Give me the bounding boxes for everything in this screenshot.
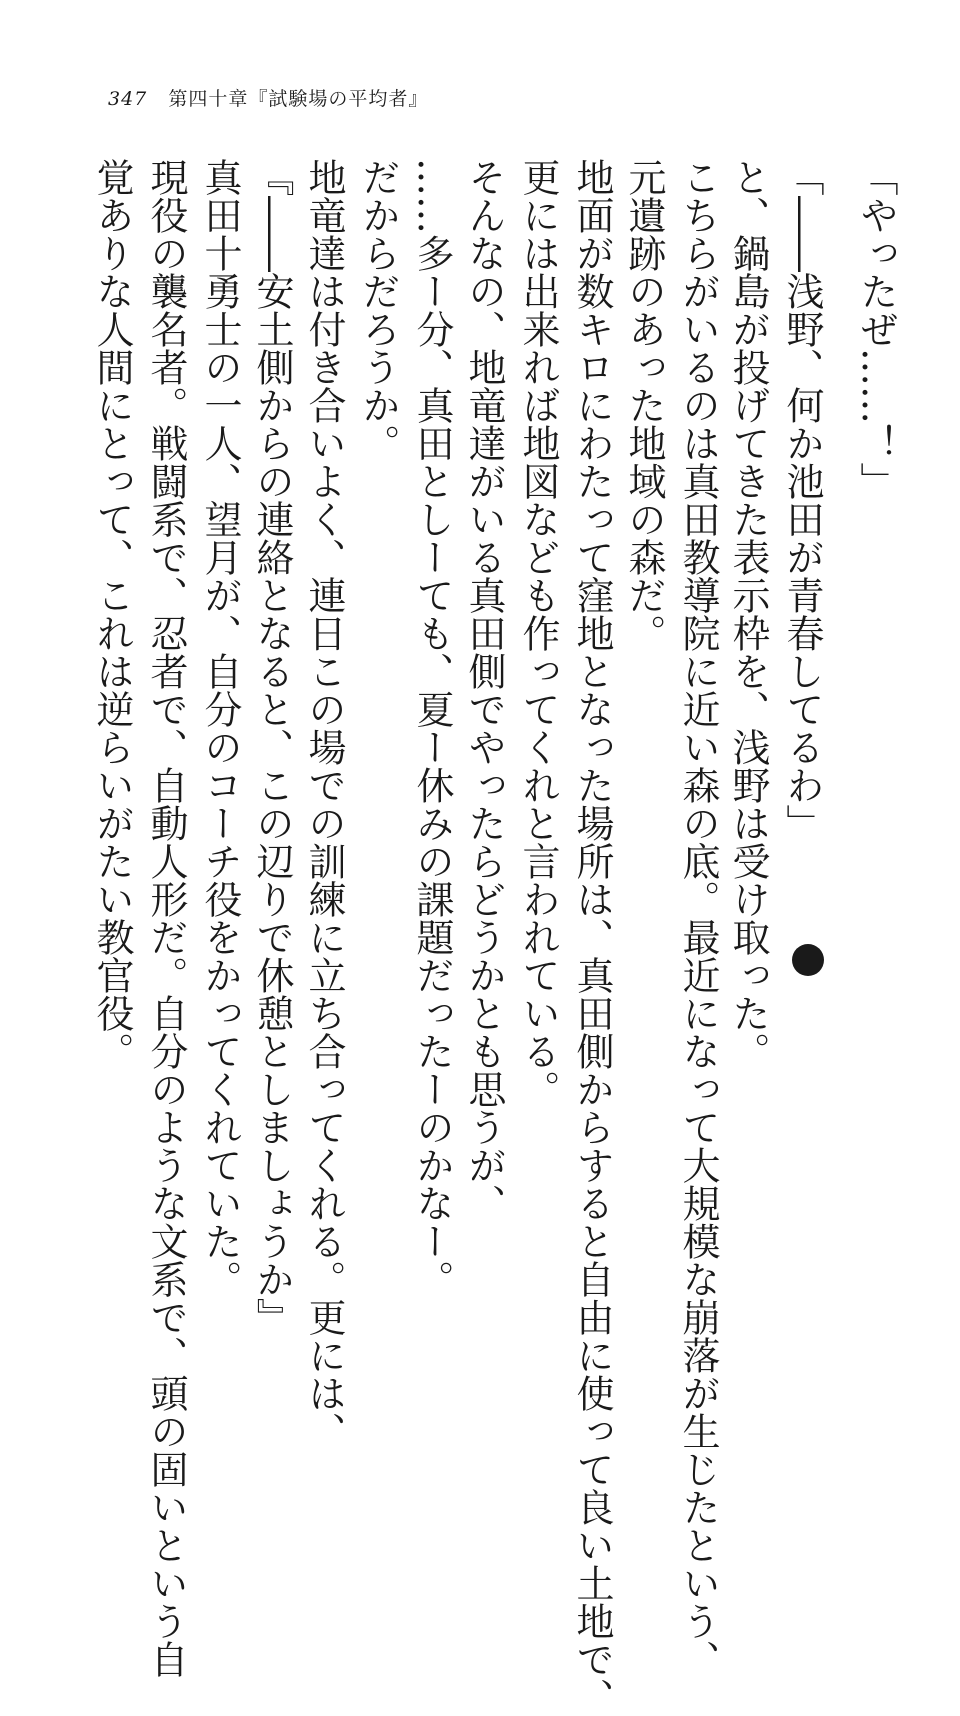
text-line: 『――安土側からの連絡となると、この辺りで休憩としましょうか』 [250,158,294,1336]
text-line: 地面が数キロにわたって窪地となった場所は、真田側からすると自由に使って良い土地で、 [570,158,614,1716]
scene-break-dot [792,944,824,976]
text-line: そんなの、地竜達がいる真田側でやったらどうかとも思うが、 [462,158,506,1222]
text-line: こちらがいるのは真田教導院に近い森の底。最近になって大規模な崩落が生じたという、 [676,158,720,1678]
running-header [108,84,428,111]
novel-body-text [82,158,900,1716]
text-line: 更には出来れば地図なども作ってくれと言われている。 [516,158,560,1108]
text-line: 覚ありな人間にとって、これは逆らいがたい教官役。 [90,158,134,1070]
text-line: ……多ー分、真田としーても、夏ー休みの課題だったーのかなー。 [410,158,454,1298]
text-line: 地竜達は付き合いよく、連日この場での訓練に立ち合ってくれる。更には、 [302,158,346,1450]
text-line: 現役の襲名者。戦闘系で、忍者で、自動人形だ。自分のような文系で、頭の固いという自 [144,158,188,1678]
text-line: 「――浅野、何か池田が青春してるわ」 [780,158,824,842]
page-number: 347 [108,88,148,110]
chapter-title: 第四十章『試験場の平均者』 [168,88,429,110]
text-line: と、鍋島が投げてきた表示枠を、浅野は受け取った。 [726,158,770,1070]
text-line: 真田十勇士の一人、望月が、自分のコーチ役をかってくれていた。 [198,158,242,1298]
text-line: 元遺跡のあった地域の森だ。 [622,158,666,652]
text-line: 「やったぜ……！」 [854,158,898,500]
text-line: だからだろうか。 [356,158,400,462]
